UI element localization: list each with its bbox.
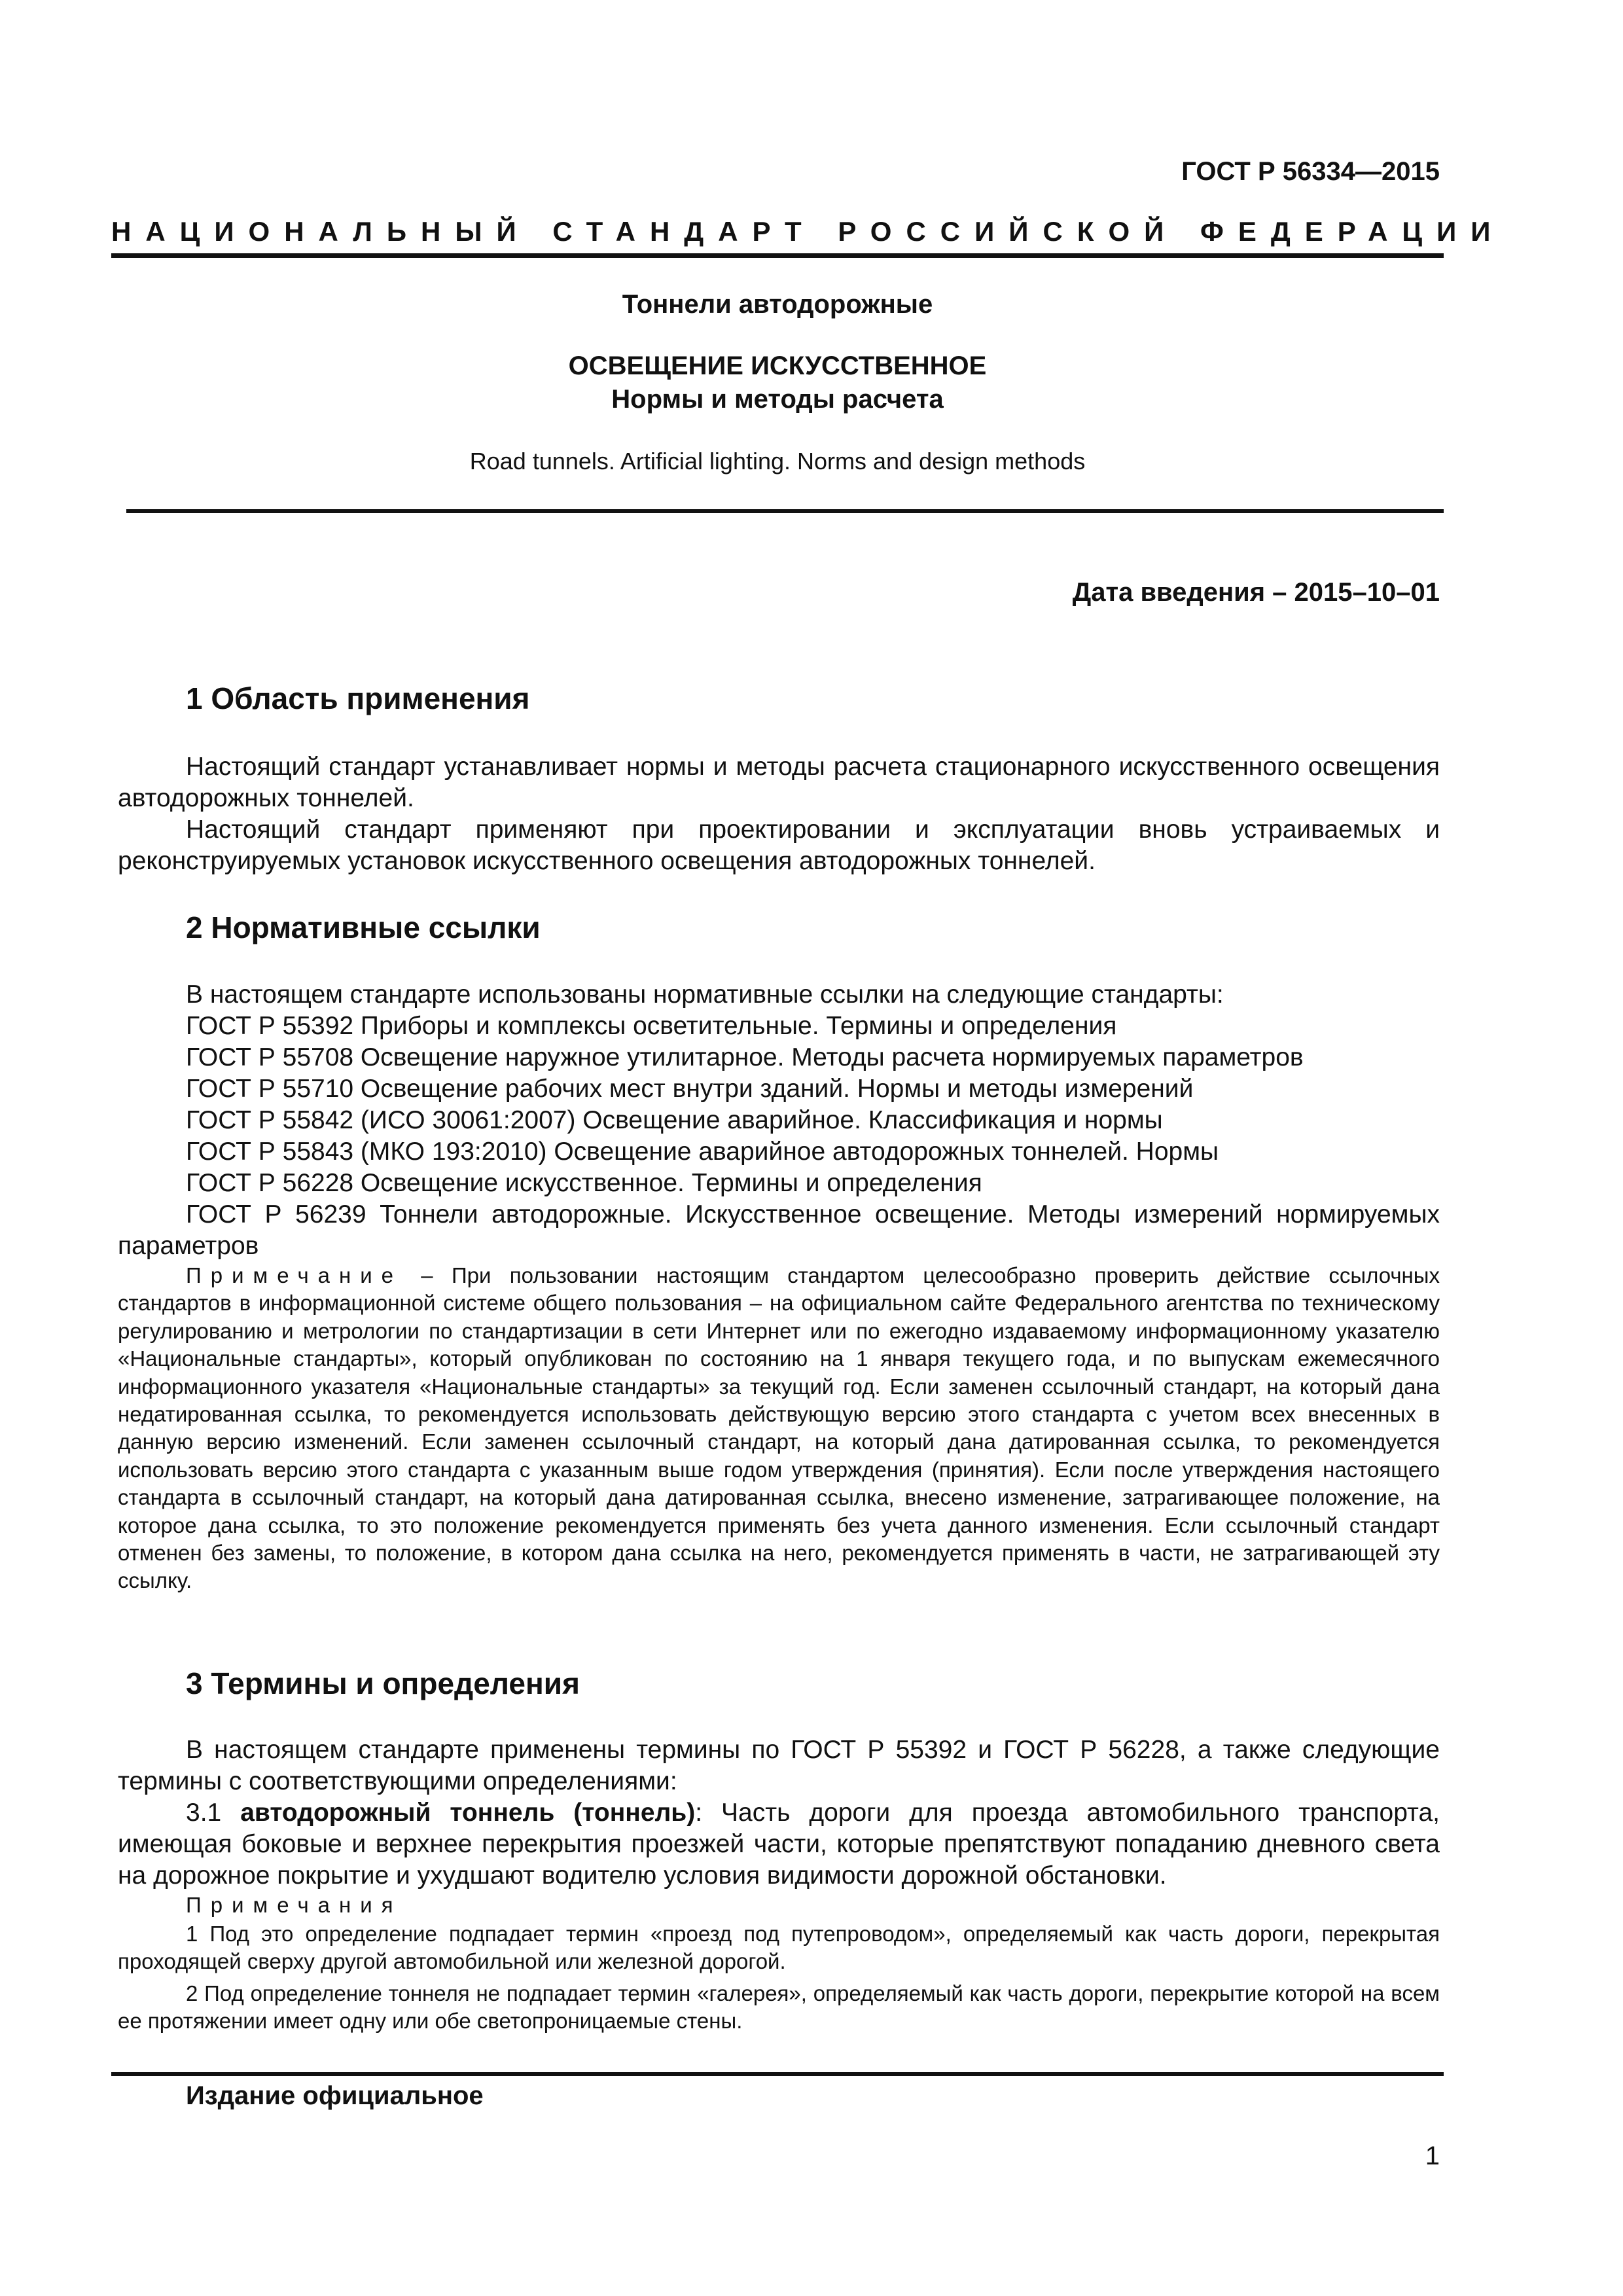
term-number: 3.1 [186,1799,241,1827]
reference-item: ГОСТ Р 55392 Приборы и комплексы осветительные. Термины и определения [186,1012,1117,1040]
title-english: Road tunnels. Artificial lighting. Norms and design methods [469,448,1086,475]
notes-label [118,1892,1440,1919]
section-3-intro: В настоящем стандарте применены термины по ГОСТ Р 55392 и ГОСТ Р 56228, а также следующие термины с соответствующими определениями: [118,1736,1440,1795]
section-1-paragraph-1: Настоящий стандарт устанавливает нормы и методы расчета стационарного искусственного освещения автодорожных тоннелей. [118,753,1440,812]
note-text: – При пользовании настоящим стандартом целесообразно проверить действие ссылочных стандартов в информационной системе общего пользования – на официальном сайте Федерального агентства по техническому регулированию и метрологии по стандартизации в сети Интернет или по ежегодно издаваемому информационному указателю «Национальные стандарты», который опубликован по состоянию на 1 января текущего года, и по выпускам ежемесячного информационного указателя «Национальные стандарты» за текущий год. Если заменен ссылочный стандарт, на который дана недатированная ссылка, то рекомендуется использовать действующую версию этого стандарта с учетом всех внесенных в данную версию изменений. Если заменен ссылочный стандарт, на который дана датированная ссылка, то рекомендуется использовать версию этого стандарта с указанным выше годом утверждения (принятия). Если после утверждения настоящего стандарта в ссылочный стандарт, на который дана датированная ссылка, внесено изменение, затрагивающее положение, на которое дана ссылка, то это положение рекомендуется применять без учета данного изменения. Если ссылочный стандарт отменен без замены, то положение, в котором дана ссылка на него, рекомендуется применять в части, не затрагивающей эту ссылку. [118,1263,1440,1593]
notes-label-text: Примечания [186,1893,402,1917]
title-rule [126,509,1444,513]
reference-item: ГОСТ Р 55842 (ИСО 30061:2007) Освещение аварийное. Классификация и нормы [186,1106,1163,1134]
section-2-heading: 2 Нормативные ссылки [186,910,541,944]
section-2-intro: В настоящем стандарте использованы нормативные ссылки на следующие стандарты: [186,980,1224,1009]
official-edition: Издание официальное [186,2081,484,2110]
reference-item: ГОСТ Р 55843 (МКО 193:2010) Освещение аварийное автодорожных тоннелей. Нормы [186,1138,1219,1166]
term-definition: : Часть дороги для проезда автомобильного транспорта, имеющая боковые и верхнее перекрытия проезжей части, которые препятствуют попаданию дневного света на дорожное покрытие и ухудшают водителю условия видимости дорожной обстановки. [118,1799,1440,1890]
introduction-date: Дата введения – 2015–10–01 [1072,578,1440,607]
reference-item: ГОСТ Р 55708 Освещение наружное утилитарное. Методы расчета нормируемых параметров [186,1043,1304,1071]
standard-code: ГОСТ Р 56334—2015 [1181,157,1440,186]
national-standard-banner: НАЦИОНАЛЬНЫЙ СТАНДАРТ РОССИЙСКОЙ ФЕДЕРАЦИИ [111,216,1505,247]
note-label: Примечание [186,1263,403,1287]
term-note-1: 1 Под это определение подпадает термин «проезд под путепроводом», определяемый как часть дороги, перекрытая проходящей сверху другой автомобильной или железной дорогой. [118,1922,1440,1974]
title-line-2: ОСВЕЩЕНИЕ ИСКУССТВЕННОЕ [568,351,987,380]
page-number: 1 [1425,2142,1440,2170]
reference-item-last: ГОСТ Р 56239 Тоннели автодорожные. Искусственное освещение. Методы измерений нормируемых параметров [118,1200,1440,1260]
title-line-1: Тоннели автодорожные [622,290,933,319]
section-3-heading: 3 Термины и определения [186,1666,580,1700]
term-name: автодорожный тоннель (тоннель) [240,1799,696,1827]
reference-item: ГОСТ Р 55710 Освещение рабочих мест внутри зданий. Нормы и методы измерений [186,1075,1194,1103]
term-note-2: 2 Под определение тоннеля не подпадает термин «галерея», определяемый как часть дороги, перекрытие которой на всем ее протяжении имеет одну или обе светопроницаемые стены. [118,1981,1440,2034]
title-line-3: Нормы и методы расчета [611,385,944,414]
section-1-paragraph-2: Настоящий стандарт применяют при проектировании и эксплуатации вновь устраиваемых и реконструируемых установок искусственного освещения автодорожных тоннелей. [118,816,1440,875]
section-1-heading: 1 Область применения [186,681,530,715]
header-rule [111,253,1444,258]
footer-rule [111,2072,1444,2076]
section-2-note [118,1262,1440,1595]
term-3-1 [118,1797,1440,1892]
reference-item: ГОСТ Р 56228 Освещение искусственное. Термины и определения [186,1169,982,1197]
